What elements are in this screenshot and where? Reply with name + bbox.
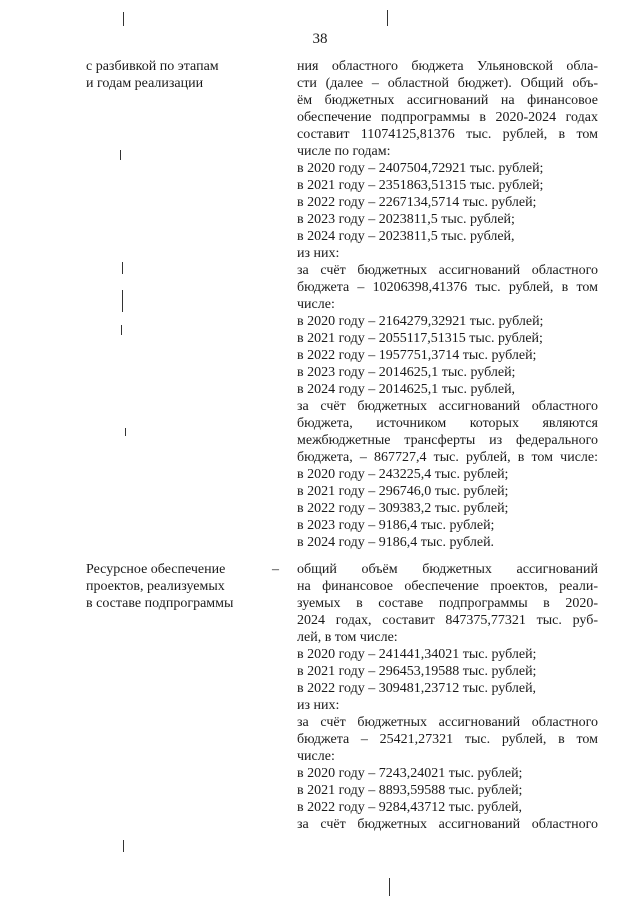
text-line: в 2023 году – 9186,4 тыс. рублей; <box>297 518 495 533</box>
text-line: общий объём бюджетных ассигнований <box>297 562 598 577</box>
text-line: бюджета, источником которых являются <box>297 416 598 431</box>
row-1-text <box>297 58 598 551</box>
text-line: сти (далее – областной бюджет). Общий объ- <box>297 76 598 91</box>
scan-mark <box>125 428 126 436</box>
text-line: ния областного бюджета Ульяновской обла- <box>297 59 598 74</box>
text-line: зуемых в составе подпрограммы в 2020- <box>297 596 598 611</box>
text-line: в 2022 году – 9284,43712 тыс. рублей, <box>297 800 523 815</box>
scan-mark <box>123 12 124 26</box>
row-2-label <box>86 561 266 612</box>
text-line: в 2022 году – 309481,23712 тыс. рублей, <box>297 681 537 696</box>
scan-mark <box>121 325 122 335</box>
text-line: ём бюджетных ассигнований на финансовое <box>297 93 598 108</box>
text-line: числе по годам: <box>297 144 391 159</box>
text-line: из них: <box>297 246 340 261</box>
row-2-dash: – <box>272 562 279 577</box>
text-line: составит 11074125,81376 тыс. рублей, в том <box>297 127 598 142</box>
text-line: за счёт бюджетных ассигнований областного <box>297 263 598 278</box>
text-line: числе: <box>297 297 335 312</box>
row-1-label-line: и годам реализации <box>86 76 204 91</box>
text-line: в 2020 году – 2407504,72921 тыс. рублей; <box>297 161 544 176</box>
text-line: в 2022 году – 309383,2 тыс. рублей; <box>297 501 509 516</box>
text-line: в 2020 году – 7243,24021 тыс. рублей; <box>297 766 523 781</box>
text-line: в 2023 году – 2014625,1 тыс. рублей; <box>297 365 516 380</box>
row-1-label <box>86 58 266 92</box>
page-number: 38 <box>312 31 328 47</box>
text-line: в 2022 году – 2267134,5714 тыс. рублей; <box>297 195 537 210</box>
text-line: бюджета – 25421,27321 тыс. рублей, в том <box>297 732 598 747</box>
text-line: из них: <box>297 698 340 713</box>
text-line: в 2024 году – 2023811,5 тыс. рублей, <box>297 229 515 244</box>
text-line: в 2021 году – 296746,0 тыс. рублей; <box>297 484 509 499</box>
text-line: в 2020 году – 241441,34021 тыс. рублей; <box>297 647 537 662</box>
text-line: числе: <box>297 749 335 764</box>
text-line: в 2021 году – 8893,59588 тыс. рублей; <box>297 783 523 798</box>
row-2-label-line: Ресурсное обеспечение <box>86 562 226 577</box>
scan-mark <box>122 290 123 312</box>
text-line: в 2020 году – 2164279,32921 тыс. рублей; <box>297 314 544 329</box>
text-line: в 2024 году – 9186,4 тыс. рублей. <box>297 535 495 550</box>
text-line: бюджета – 10206398,41376 тыс. рублей, в том <box>297 280 598 295</box>
row-2-label-line: проектов, реализуемых <box>86 579 225 594</box>
row-2-text <box>297 561 598 833</box>
text-line: за счёт бюджетных ассигнований областного <box>297 715 598 730</box>
text-line: в 2021 году – 2055117,51315 тыс. рублей; <box>297 331 543 346</box>
scan-mark <box>120 150 121 160</box>
scan-mark <box>387 10 388 26</box>
text-line: в 2024 году – 2014625,1 тыс. рублей, <box>297 382 516 397</box>
text-line: 2024 годах, составит 847375,77321 тыс. руб- <box>297 613 598 628</box>
scan-mark <box>123 840 124 852</box>
text-line: в 2020 году – 243225,4 тыс. рублей; <box>297 467 509 482</box>
text-line: межбюджетные трансферты из федерального <box>297 433 598 448</box>
scan-mark <box>389 878 390 896</box>
text-line: на финансовое обеспечение проектов, реали- <box>297 579 598 594</box>
row-2-label-line: в составе подпрограммы <box>86 596 234 611</box>
text-line: за счёт бюджетных ассигнований областного <box>297 399 598 414</box>
row-1-label-line: с разбивкой по этапам <box>86 59 219 74</box>
text-line: обеспечение подпрограммы в 2020-2024 годах <box>297 110 598 125</box>
text-line: в 2021 году – 296453,19588 тыс. рублей; <box>297 664 537 679</box>
text-line: в 2021 году – 2351863,51315 тыс. рублей; <box>297 178 544 193</box>
scan-mark <box>122 262 123 274</box>
text-line: в 2022 году – 1957751,3714 тыс. рублей; <box>297 348 537 363</box>
text-line: в 2023 году – 2023811,5 тыс. рублей; <box>297 212 515 227</box>
text-line: бюджета, – 867727,4 тыс. рублей, в том числе: <box>297 450 598 465</box>
text-line: лей, в том числе: <box>297 630 398 645</box>
text-line: за счёт бюджетных ассигнований областного <box>297 817 598 832</box>
